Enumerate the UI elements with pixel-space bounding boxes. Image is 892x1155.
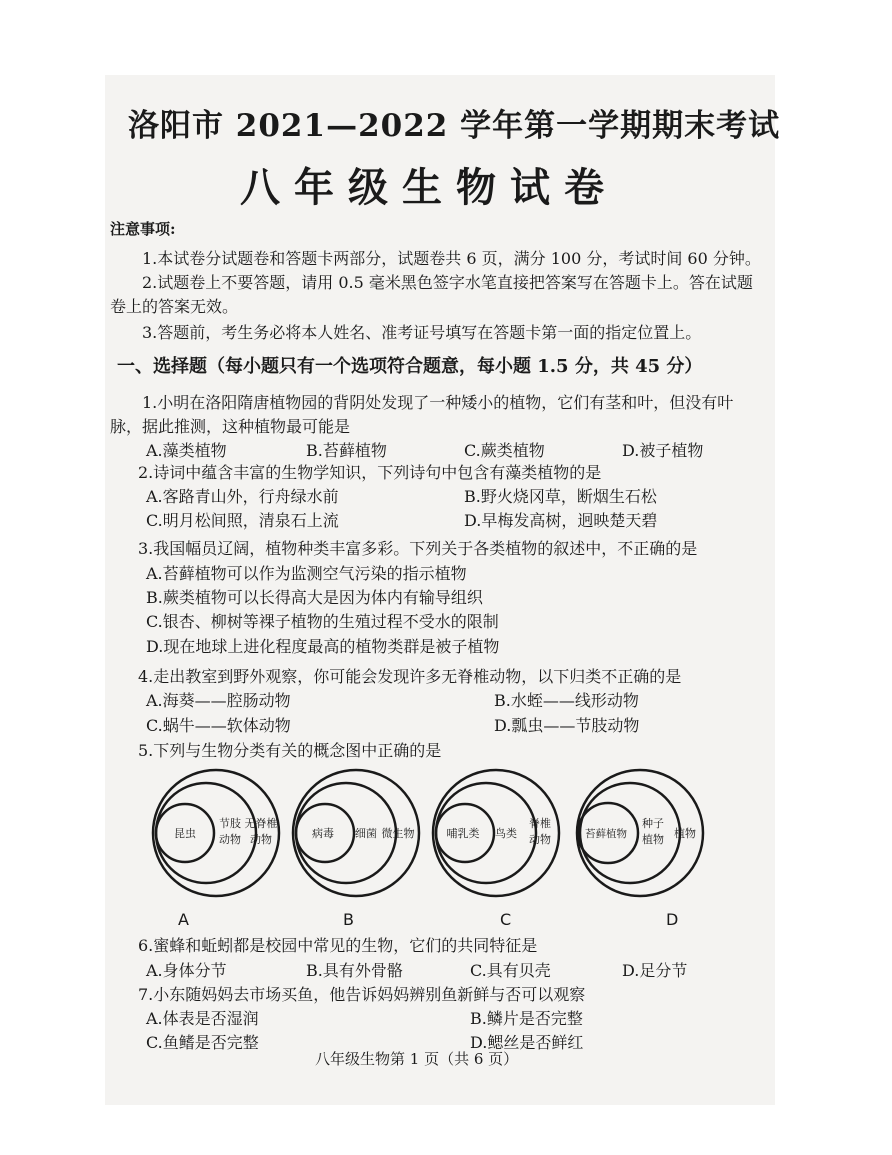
diagram-b-letter: B <box>343 910 354 929</box>
q5-concept-diagrams <box>140 765 730 935</box>
diagram-c-letter: C <box>500 910 512 929</box>
notes-heading: 注意事项: <box>110 220 176 238</box>
q1-option-a: A.藻类植物 <box>146 441 227 460</box>
q3-option-d: D.现在地球上进化程度最高的植物类群是被子植物 <box>146 637 500 656</box>
q3-option-c: C.银杏、柳树等裸子植物的生殖过程不受水的限制 <box>146 612 499 631</box>
diagram-b-middle: 细菌 <box>355 827 377 840</box>
q4-option-b: B.水蛭——线形动物 <box>494 691 639 710</box>
page-footer: 八年级生物第 1 页（共 6 页） <box>315 1050 519 1068</box>
exam-title: 洛阳市 2021—2022 学年第一学期期末考试 <box>128 108 781 144</box>
q1-option-b: B.苔藓植物 <box>306 441 387 460</box>
q5-stem: 5.下列与生物分类有关的概念图中正确的是 <box>138 741 442 760</box>
diagram-b-inner: 病毒 <box>312 827 334 840</box>
q3-stem: 3.我国幅员辽阔，植物种类丰富多彩。下列关于各类植物的叙述中，不正确的是 <box>138 539 698 558</box>
section-heading: 一、选择题（每小题只有一个选项符合题意，每小题 1.5 分，共 45 分） <box>117 356 703 377</box>
q2-option-d: D.早梅发高树，迥映楚天碧 <box>464 511 658 530</box>
diagram-d-outer: 植物 <box>674 827 696 840</box>
diagram-b <box>293 770 419 896</box>
q2-option-b: B.野火烧冈草，断烟生石松 <box>464 487 657 506</box>
q4-option-d: D.瓢虫——节肢动物 <box>494 716 640 735</box>
q7-option-b: B.鳞片是否完整 <box>470 1009 583 1028</box>
diagram-d-inner: 苔藓植物 <box>585 828 627 840</box>
q1-option-c: C.蕨类植物 <box>464 441 545 460</box>
q3-option-b: B.蕨类植物可以长得高大是因为体内有输导组织 <box>146 588 483 607</box>
diagram-d-letter: D <box>666 910 679 929</box>
q3-option-a: A.苔藓植物可以作为监测空气污染的指示植物 <box>146 564 467 583</box>
diagram-d <box>577 770 703 896</box>
diagram-d-middle-1: 种子 <box>642 817 664 830</box>
q2-option-c: C.明月松间照，清泉石上流 <box>146 511 339 530</box>
q6-option-d: D.足分节 <box>622 961 688 980</box>
q4-option-c: C.蜗牛——软体动物 <box>146 716 291 735</box>
diagram-c-outer-2: 动物 <box>529 833 551 846</box>
q1-stem: 1.小明在洛阳隋唐植物园的背阴处发现了一种矮小的植物，它们有茎和叶，但没有叶 <box>142 393 734 412</box>
diagram-b-outer: 微生物 <box>381 827 415 840</box>
q7-option-d: D.鳃丝是否鲜红 <box>470 1033 584 1052</box>
diagram-c-inner: 哺乳类 <box>446 827 480 840</box>
q7-option-c: C.鱼鳍是否完整 <box>146 1033 259 1052</box>
note-2-cont: 卷上的答案无效。 <box>110 297 239 316</box>
diagram-a-middle-1: 节肢 <box>219 817 241 830</box>
q6-option-a: A.身体分节 <box>146 961 227 980</box>
note-1: 1.本试卷分试题卷和答题卡两部分，试题卷共 6 页，满分 100 分，考试时间 60 分钟。 <box>142 249 761 268</box>
q1-option-d: D.被子植物 <box>622 441 704 460</box>
diagram-c-outer-1: 脊椎 <box>529 817 551 830</box>
q6-option-b: B.具有外骨骼 <box>306 961 403 980</box>
diagram-c-middle: 鸟类 <box>495 827 517 840</box>
note-2: 2.试题卷上不要答题，请用 0.5 毫米黑色签字水笔直接把答案写在答题卡上。答在试题 <box>142 273 753 292</box>
diagram-a-outer-1: 无脊椎 <box>244 817 278 830</box>
diagram-d-middle-2: 植物 <box>642 833 664 846</box>
diagram-a-middle-2: 动物 <box>219 833 241 846</box>
q7-stem: 7.小东随妈妈去市场买鱼，他告诉妈妈辨别鱼新鲜与否可以观察 <box>138 985 586 1004</box>
diagram-a <box>153 770 279 896</box>
q2-option-a: A.客路青山外，行舟绿水前 <box>146 487 339 506</box>
note-3: 3.答题前，考生务必将本人姓名、准考证号填写在答题卡第一面的指定位置上。 <box>142 323 702 342</box>
diagram-a-letter: A <box>178 910 189 929</box>
exam-subtitle: 八年级生物试卷 <box>240 164 618 211</box>
q7-option-a: A.体表是否湿润 <box>146 1009 259 1028</box>
q6-option-c: C.具有贝壳 <box>470 961 551 980</box>
diagram-a-inner: 昆虫 <box>174 827 196 840</box>
q6-stem: 6.蜜蜂和蚯蚓都是校园中常见的生物，它们的共同特征是 <box>138 936 538 955</box>
q2-stem: 2.诗词中蕴含丰富的生物学知识，下列诗句中包含有藻类植物的是 <box>138 463 602 482</box>
q4-stem: 4.走出教室到野外观察，你可能会发现许多无脊椎动物，以下归类不正确的是 <box>138 667 682 686</box>
q1-stem-cont: 脉，据此推测，这种植物最可能是 <box>110 417 351 436</box>
q4-option-a: A.海葵——腔肠动物 <box>146 691 291 710</box>
diagram-c <box>433 770 559 896</box>
diagram-a-outer-2: 动物 <box>250 833 272 846</box>
